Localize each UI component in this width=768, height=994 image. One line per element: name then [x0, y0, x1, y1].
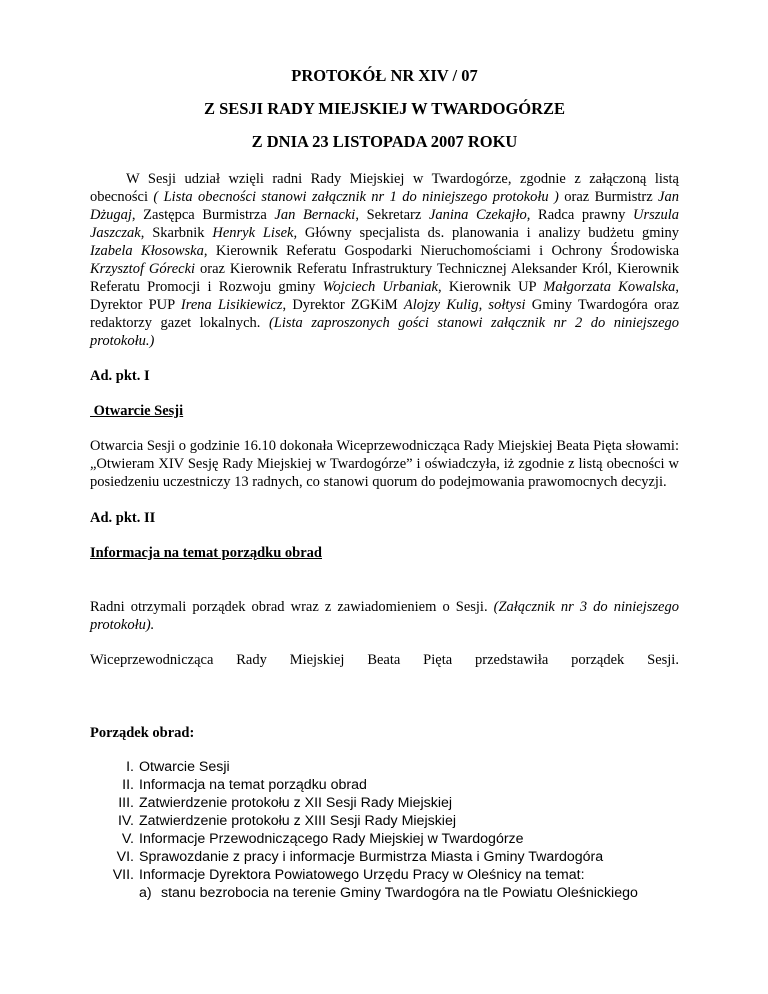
list-item: IV. Zatwierdzenie protokołu z XIII Sesji Rady Miejskiej — [117, 813, 456, 829]
intro-paragraph: W Sesji udział wzięli radni Rady Miejskiej w Twardogórze, zgodnie z załączoną listą obecności ( Lista obecności stanowi załącznik nr 1 do niniejszego protokołu ) oraz Burmistrz Jan Dżugaj, Zastępca Burmistrza Jan Bernacki, Sekretarz Janina Czekajło, Radca prawny Urszula Jaszczak, Skarbnik Henryk Lisek, Główny specjalista ds. planowania i analizy budżetu gminy Izabela Kłosowska, Kierownik Referatu Gospodarki Nieruchomościami i Ochrony Środowiska Krzysztof Górecki oraz Kierownik Referatu Infrastruktury Technicznej Aleksander Król, Kierownik Referatu Promocji i Rozwoju gminy Wojciech Urbaniak, Kierownik UP Małgorzata Kowalska, Dyrektor PUP Irena Lisikiewicz, Dyrektor ZGKiM Alojzy Kulig, sołtysi Gminy Twardogóra oraz redaktorzy gazet lokalnych. (Lista zaproszonych gości stanowi załącznik nr 2 do niniejszego protokołu.) — [90, 171, 680, 349]
section-2-heading: Ad. pkt. II — [90, 510, 156, 526]
agenda-heading: Porządek obrad: — [90, 725, 195, 741]
section-1-heading: Ad. pkt. I — [90, 368, 150, 384]
section-2-subheading: Informacja na temat porządku obrad — [90, 545, 322, 561]
agenda-list — [90, 758, 679, 902]
document-subtitle: Z SESJI RADY MIEJSKIEJ W TWARDOGÓRZE — [203, 99, 566, 118]
list-item: VI. Sprawozdanie z pracy i informacje Burmistrza Miasta i Gminy Twardogóra — [116, 849, 604, 865]
list-item: I. Otwarcie Sesji — [126, 759, 230, 775]
list-item: V. Informacje Przewodniczącego Rady Miejskiej w Twardogórze — [121, 831, 524, 847]
list-item: III. Zatwierdzenie protokołu z XII Sesji Rady Miejskiej — [118, 795, 453, 811]
list-item: VII. Informacje Dyrektora Powiatowego Urzędu Pracy w Oleśnicy na temat: — [112, 867, 585, 883]
section-2-text: Radni otrzymali porządek obrad wraz z zawiadomieniem o Sesji. (Załącznik nr 3 do niniejszego protokołu). — [90, 599, 679, 633]
section-2-spread-line: Wiceprzewodnicząca Rady Miejskiej Beata Pięta przedstawiła porządek Sesji. — [90, 652, 679, 668]
list-item: II. Informacja na temat porządku obrad — [122, 777, 367, 793]
document-page — [90, 66, 679, 902]
section-1-text: Otwarcia Sesji o godzinie 16.10 dokonała Wiceprzewodnicząca Rady Miejskiej Beata Pięta słowami: „Otwieram XIV Sesję Rady Miejskiej w Twardogórze” i oświadczyła, iż zgodnie z listą obecności w posiedzeniu uczestniczy 13 radnych, co stanowi quorum do podejmowania prawomocnych decyzji. — [90, 438, 679, 490]
document-title: PROTOKÓŁ NR XIV / 07 — [291, 66, 478, 85]
list-subitem: a) stanu bezrobocia na terenie Gminy Twardogóra na tle Powiatu Oleśnickiego — [139, 885, 638, 901]
section-1-subheading: Otwarcie Sesji — [90, 403, 184, 419]
document-date: Z DNIA 23 LISTOPADA 2007 ROKU — [251, 132, 518, 151]
